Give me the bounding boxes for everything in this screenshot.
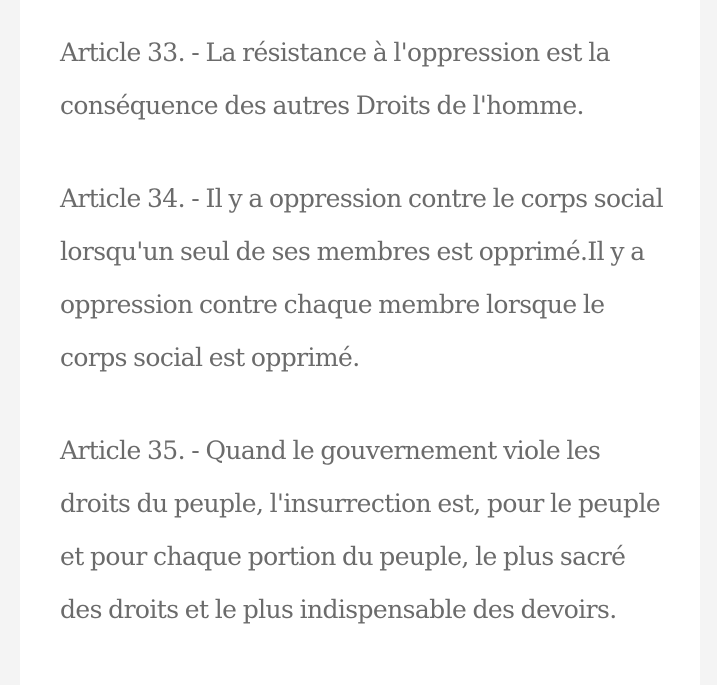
article-35: Article 35. - Quand le gouvernement viole les droits du peuple, l'insurrection est, pour le peuple et pour chaque portion du peuple, le plus sacré des droits et le plus indispensable des devoirs. xyxy=(60,436,661,624)
article-33: Article 33. - La résistance à l'oppression est la conséquence des autres Droits de l'homme. xyxy=(60,38,610,120)
document-page xyxy=(20,0,700,685)
article-34: Article 34. - Il y a oppression contre le corps social lorsqu'un seul de ses membres est opprimé.Il y a oppression contre chaque membre lorsque le corps social est opprimé. xyxy=(60,184,663,372)
